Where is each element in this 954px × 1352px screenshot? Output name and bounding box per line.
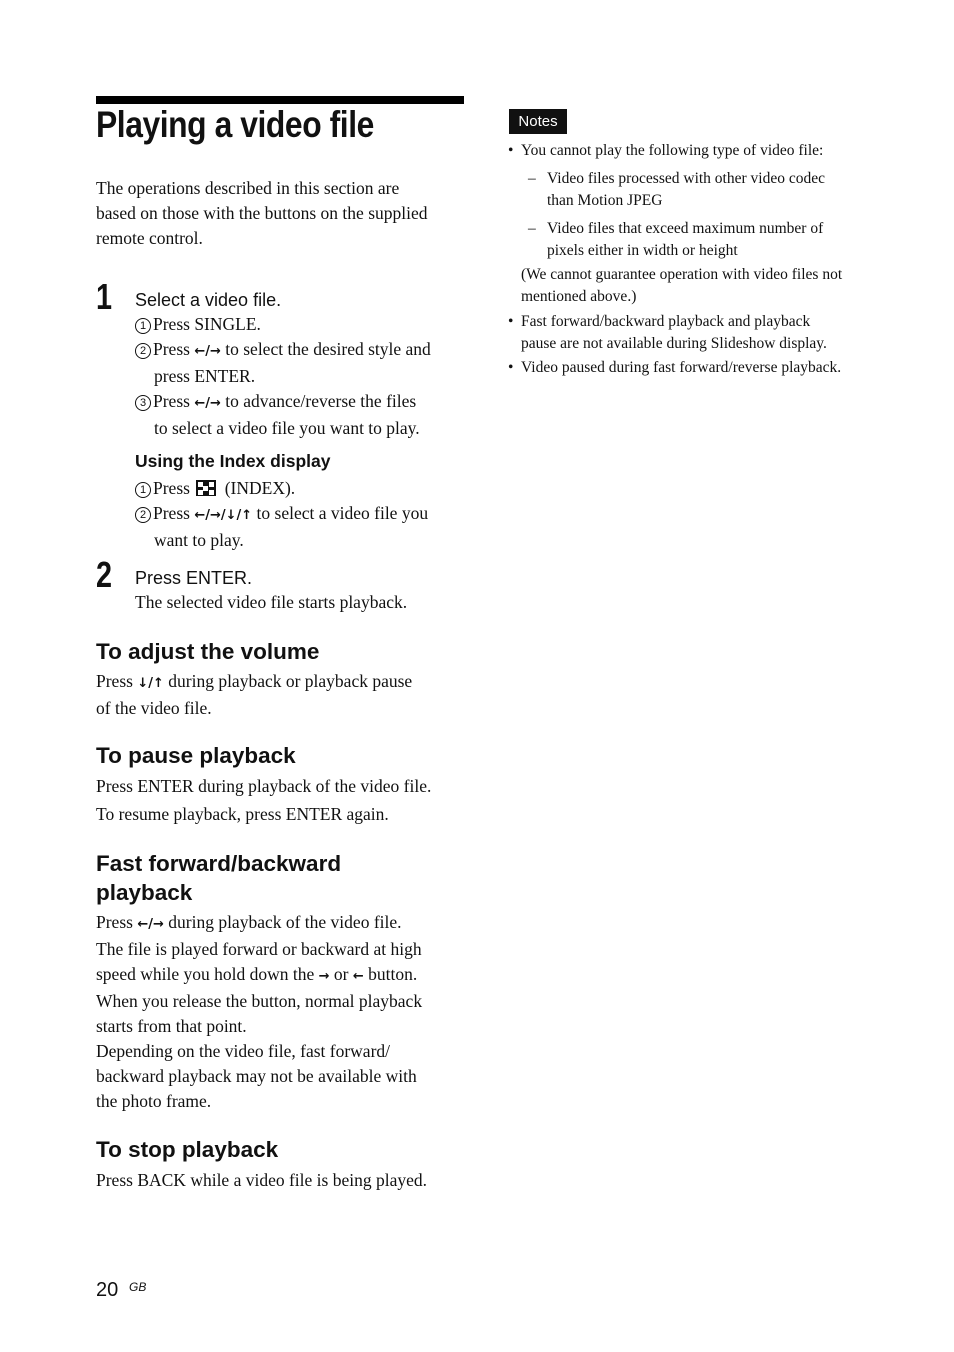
text: button.	[363, 964, 418, 984]
circled-number: 1	[135, 482, 151, 498]
heading-fast-forward: Fast forward/backward	[96, 851, 342, 876]
step-title: Select a video file.	[135, 290, 282, 310]
volume-paragraph	[96, 669, 466, 721]
region-code: GB	[129, 1280, 147, 1294]
stop-text: Press BACK while a video file is being played.	[96, 1170, 427, 1190]
left-arrow-icon: ←	[352, 969, 364, 984]
dash: –	[528, 170, 536, 187]
note-parenthetical	[521, 264, 842, 307]
index-button-icon	[196, 480, 216, 496]
circled-number: 2	[135, 343, 151, 359]
heading-stop-playback: To stop playback	[96, 1137, 279, 1162]
intro-paragraph	[96, 176, 466, 251]
list-item	[135, 476, 475, 501]
item-text: to advance/reverse the files	[220, 391, 417, 411]
left-right-arrow-icon: ←/→	[137, 917, 164, 932]
text: of the video file.	[96, 698, 212, 718]
pause-text: Press ENTER during playback of the video file.	[96, 776, 432, 796]
heading-pause-playback: To pause playback	[96, 743, 296, 768]
step2-text: The selected video file starts playback.	[135, 592, 408, 612]
bullet: •	[508, 313, 514, 330]
item-text: Press	[153, 339, 195, 359]
text: the photo frame.	[96, 1091, 212, 1111]
index-instructions	[135, 476, 475, 553]
text: Press	[96, 912, 138, 932]
heading-adjust-volume: To adjust the volume	[96, 639, 320, 664]
note-text: than Motion JPEG	[547, 191, 663, 209]
subheading-index-display: Using the Index display	[135, 451, 331, 471]
page-title: Playing a video file	[96, 104, 374, 145]
text: during playback of the video file.	[163, 912, 402, 932]
note-text: Video paused during fast forward/reverse playback.	[521, 359, 842, 376]
list-item	[135, 337, 475, 364]
note-text: pixels either in width or height	[547, 241, 738, 259]
dash: –	[528, 220, 536, 237]
step-number: 2	[96, 554, 113, 595]
ffwd-paragraph	[96, 910, 468, 1039]
intro-line: The operations described in this section are	[96, 178, 400, 198]
text: starts from that point.	[96, 1016, 247, 1036]
circled-number: 1	[135, 318, 151, 334]
text: Press	[96, 671, 138, 691]
resume-text: To resume playback, press ENTER again.	[96, 804, 389, 824]
note-item	[508, 357, 842, 379]
bullet: •	[508, 359, 514, 376]
item-text: Press	[153, 503, 195, 523]
text: Depending on the video file, fast forward/	[96, 1041, 391, 1061]
title-rule	[96, 96, 464, 104]
intro-line: remote control.	[96, 228, 203, 248]
right-arrow-icon: →	[318, 969, 330, 984]
step-number: 1	[96, 276, 113, 317]
list-item	[135, 312, 475, 337]
item-text: to select the desired style and	[220, 339, 431, 359]
heading-fast-forward-cont: playback	[96, 880, 193, 905]
item-continuation: press ENTER.	[154, 366, 256, 386]
intro-line: based on those with the buttons on the supplied	[96, 203, 428, 223]
left-right-arrow-icon: ←/→	[194, 344, 221, 359]
four-way-arrow-icon: ←/→/↓/↑	[194, 508, 253, 523]
step1-instructions	[135, 312, 475, 441]
item-text: to select a video file you	[252, 503, 429, 523]
text: When you release the button, normal playback	[96, 991, 423, 1011]
text: The file is played forward or backward at high	[96, 939, 422, 959]
left-right-arrow-icon: ←/→	[194, 396, 221, 411]
note-subitem	[528, 218, 824, 261]
item-text: Press	[153, 478, 195, 498]
bullet: •	[508, 142, 514, 159]
note-text: Video files that exceed maximum number of	[547, 220, 824, 237]
text: speed while you hold down the	[96, 964, 319, 984]
note-text: (We cannot guarantee operation with video files not	[521, 266, 843, 283]
item-continuation: to select a video file you want to play.	[154, 418, 420, 438]
note-text: Video files processed with other video codec	[547, 170, 825, 187]
list-item	[135, 501, 475, 528]
item-text: Press	[153, 391, 195, 411]
note-text: mentioned above.)	[521, 287, 637, 305]
ffwd-paragraph-2	[96, 1039, 468, 1114]
circled-number: 2	[135, 507, 151, 523]
note-item	[508, 311, 827, 354]
note-item	[508, 140, 824, 162]
circled-number: 3	[135, 395, 151, 411]
item-text: (INDEX).	[220, 478, 296, 498]
list-item	[135, 389, 475, 416]
note-text: pause are not available during Slideshow display.	[521, 334, 827, 352]
text: backward playback may not be available with	[96, 1066, 417, 1086]
note-text: Fast forward/backward playback and playback	[521, 313, 811, 330]
step-title: Press ENTER.	[135, 568, 253, 588]
page-number: 20	[96, 1279, 119, 1301]
text: during playback or playback pause	[163, 671, 413, 691]
note-subitem	[528, 168, 825, 211]
down-up-arrow-icon: ↓/↑	[137, 676, 164, 691]
note-text: You cannot play the following type of video file:	[521, 142, 824, 159]
notes-badge: Notes	[509, 109, 567, 134]
text: or	[329, 964, 353, 984]
item-text: Press SINGLE.	[153, 314, 261, 334]
item-continuation: want to play.	[154, 530, 244, 550]
